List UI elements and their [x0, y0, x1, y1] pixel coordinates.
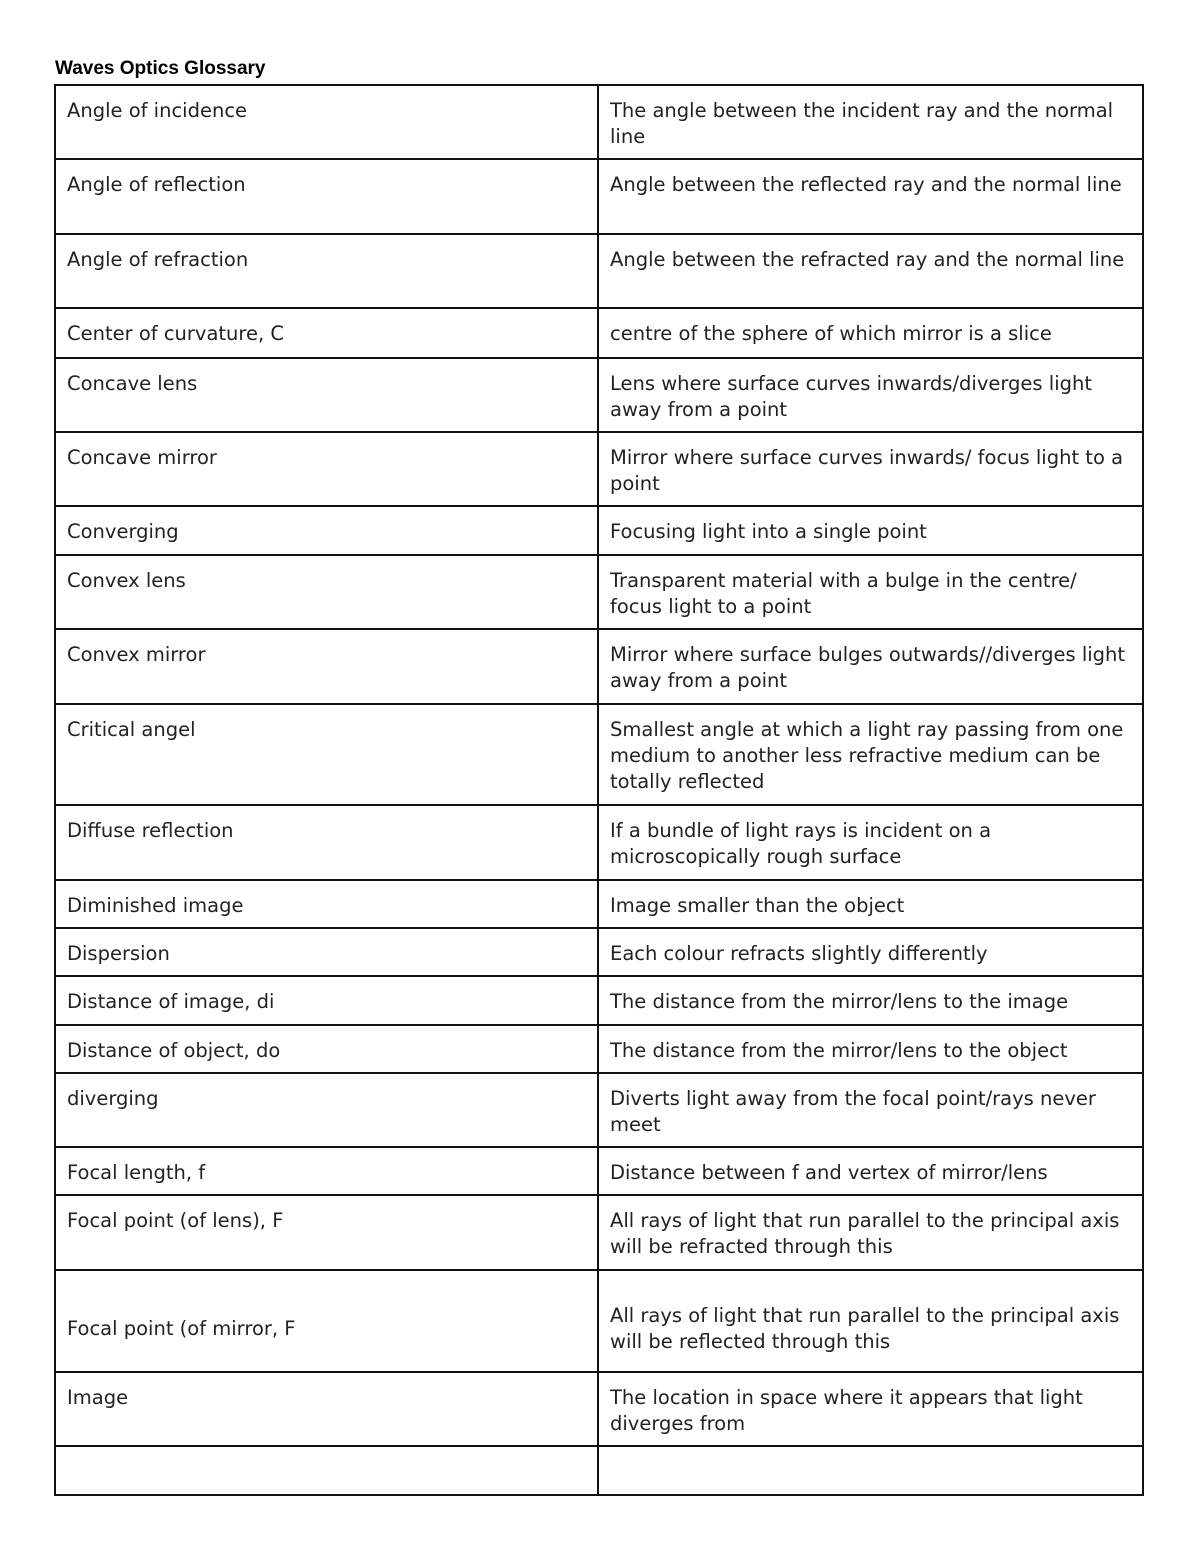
glossary-definition: [598, 1446, 1143, 1495]
glossary-table: [54, 84, 1144, 1496]
glossary-row: [55, 928, 1143, 976]
glossary-term: Angle of incidence: [55, 85, 598, 159]
glossary-definition: Mirror where surface curves inwards/ focus light to a point: [598, 432, 1143, 506]
glossary-term: Focal point (of mirror, F: [55, 1270, 598, 1372]
glossary-term: Diffuse reflection: [55, 805, 598, 880]
glossary-term: Center of curvature, C: [55, 308, 598, 358]
glossary-term: Dispersion: [55, 928, 598, 976]
glossary-definition: Lens where surface curves inwards/diverges light away from a point: [598, 358, 1143, 432]
glossary-term: Concave lens: [55, 358, 598, 432]
glossary-definition: If a bundle of light rays is incident on a microscopically rough surface: [598, 805, 1143, 880]
glossary-term: Convex lens: [55, 555, 598, 629]
glossary-definition: Transparent material with a bulge in the centre/ focus light to a point: [598, 555, 1143, 629]
glossary-body: [55, 85, 1143, 1495]
glossary-definition: Focusing light into a single point: [598, 506, 1143, 555]
glossary-definition: The location in space where it appears that light diverges from: [598, 1372, 1143, 1446]
glossary-row: [55, 1446, 1143, 1495]
glossary-row: [55, 506, 1143, 555]
glossary-term: Diminished image: [55, 880, 598, 928]
glossary-row: [55, 432, 1143, 506]
glossary-definition: Smallest angle at which a light ray passing from one medium to another less refractive medium can be totally reflected: [598, 704, 1143, 805]
glossary-definition: The distance from the mirror/lens to the image: [598, 976, 1143, 1025]
glossary-definition: Angle between the reflected ray and the normal line: [598, 159, 1143, 234]
glossary-term: Distance of image, di: [55, 976, 598, 1025]
glossary-row: [55, 85, 1143, 159]
glossary-definition: The distance from the mirror/lens to the object: [598, 1025, 1143, 1073]
glossary-row: [55, 704, 1143, 805]
glossary-row: [55, 1195, 1143, 1270]
glossary-definition: All rays of light that run parallel to the principal axis will be refracted through this: [598, 1195, 1143, 1270]
glossary-term: Image: [55, 1372, 598, 1446]
page-title: Waves Optics Glossary: [55, 58, 266, 79]
glossary-term: Converging: [55, 506, 598, 555]
glossary-term: [55, 1446, 598, 1495]
glossary-definition: Distance between f and vertex of mirror/lens: [598, 1147, 1143, 1195]
glossary-definition: centre of the sphere of which mirror is a slice: [598, 308, 1143, 358]
glossary-definition: Angle between the refracted ray and the normal line: [598, 234, 1143, 308]
glossary-row: [55, 805, 1143, 880]
glossary-row: [55, 1270, 1143, 1372]
glossary-definition: The angle between the incident ray and the normal line: [598, 85, 1143, 159]
glossary-row: [55, 308, 1143, 358]
glossary-definition: Diverts light away from the focal point/rays never meet: [598, 1073, 1143, 1147]
glossary-term: diverging: [55, 1073, 598, 1147]
glossary-definition: Image smaller than the object: [598, 880, 1143, 928]
glossary-row: [55, 1025, 1143, 1073]
glossary-term: Focal length, f: [55, 1147, 598, 1195]
glossary-term: Angle of refraction: [55, 234, 598, 308]
glossary-row: [55, 1372, 1143, 1446]
glossary-term: Focal point (of lens), F: [55, 1195, 598, 1270]
glossary-row: [55, 880, 1143, 928]
glossary-term: Angle of reflection: [55, 159, 598, 234]
glossary-row: [55, 629, 1143, 704]
glossary-definition: Each colour refracts slightly differently: [598, 928, 1143, 976]
glossary-row: [55, 234, 1143, 308]
glossary-row: [55, 358, 1143, 432]
glossary-row: [55, 976, 1143, 1025]
glossary-term: Convex mirror: [55, 629, 598, 704]
glossary-term: Distance of object, do: [55, 1025, 598, 1073]
glossary-row: [55, 159, 1143, 234]
glossary-term: Critical angel: [55, 704, 598, 805]
glossary-row: [55, 555, 1143, 629]
glossary-definition: All rays of light that run parallel to the principal axis will be reflected through this: [598, 1270, 1143, 1372]
glossary-row: [55, 1073, 1143, 1147]
glossary-term: Concave mirror: [55, 432, 598, 506]
glossary-row: [55, 1147, 1143, 1195]
glossary-definition: Mirror where surface bulges outwards//diverges light away from a point: [598, 629, 1143, 704]
